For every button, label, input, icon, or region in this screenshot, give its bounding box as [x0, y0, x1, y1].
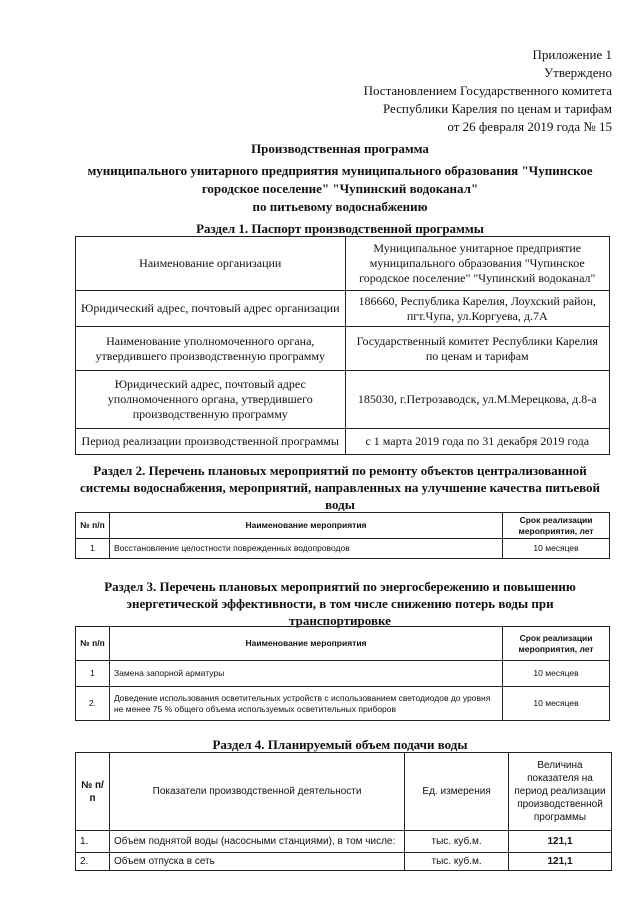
indicator-name: Объем поднятой воды (насосными станциями), в том числе: [109, 831, 404, 853]
measure-term: 10 месяцев [503, 687, 610, 721]
passport-label: Юридический адрес, почтовый адрес организации [76, 291, 346, 327]
passport-label: Наименование организации [76, 237, 346, 291]
subject-line: по питьевому водоснабжению [252, 199, 428, 214]
table-row [76, 853, 612, 871]
column-header-number: № п/п [76, 627, 110, 661]
document-title: Производственная программа [251, 141, 429, 156]
passport-value: Муниципальное унитарное предприятие муниципального образования "Чупинское городское поселение" "Чупинский водоканал" [345, 237, 610, 291]
indicator-value: 121,1 [509, 853, 612, 871]
measure-term: 10 месяцев [503, 539, 610, 559]
passport-row [76, 429, 610, 455]
approval-line-3: Постановлением Государственного комитета [363, 83, 612, 98]
passport-value: 186660, Республика Карелия, Лоухский район, пгт.Чупа, ул.Коргуева, д.7А [345, 291, 610, 327]
indicator-unit: тыс. куб.м. [405, 831, 509, 853]
passport-label: Период реализации производственной программы [76, 429, 346, 455]
table-row [76, 539, 610, 559]
section4-heading: Раздел 4. Планируемый объем подачи воды [212, 737, 468, 752]
table-header-row [76, 753, 612, 831]
section3-heading-line-2: энергетической эффективности, в том числе снижению потерь воды при [126, 596, 554, 611]
section2-heading-line-2: системы водоснабжения, мероприятий, направленных на улучшение качества питьевой [79, 480, 601, 495]
section4-table [75, 752, 612, 871]
appendix-label: Приложение 1 [532, 47, 612, 62]
measure-name: Восстановление целостности поврежденных водопроводов [109, 539, 502, 559]
passport-table [75, 236, 610, 455]
section3-heading-line-1: Раздел 3. Перечень плановых мероприятий по энергосбережению и повышению [104, 579, 576, 594]
measure-term: 10 месяцев [503, 661, 610, 687]
passport-row [76, 291, 610, 327]
section3-heading-line-3: транспортировке [289, 613, 391, 628]
approved-label: Утверждено [543, 65, 612, 80]
row-number: 1. [76, 831, 110, 853]
column-header-term: Срок реализации мероприятия, лет [503, 627, 610, 661]
column-header-indicator: Показатели производственной деятельности [109, 753, 404, 831]
section2-heading-line-1: Раздел 2. Перечень плановых мероприятий по ремонту объектов централизованной [93, 463, 587, 478]
measure-name: Доведение использования осветительных устройств с использованием светодиодов до уровня не менее 75 % общего объема используемых осветительных приборов [109, 687, 502, 721]
table-row [76, 661, 610, 687]
approval-date: от 26 февраля 2019 года № 15 [447, 119, 612, 134]
indicator-unit: тыс. куб.м. [405, 853, 509, 871]
passport-row [76, 371, 610, 429]
row-number: 2. [76, 853, 110, 871]
organization-title [60, 162, 620, 216]
section2-heading [60, 462, 620, 513]
column-header-unit: Ед. измерения [405, 753, 509, 831]
section2-heading-line-3: воды [325, 497, 355, 512]
section1-heading: Раздел 1. Паспорт производственной программы [196, 221, 484, 236]
passport-value: Государственный комитет Республики Карелия по ценам и тарифам [345, 327, 610, 371]
passport-label: Наименование уполномоченного органа, утвердившего производственную программу [76, 327, 346, 371]
column-header-value: Величина показателя на период реализации производственной программы [509, 753, 612, 831]
row-number: 2. [76, 687, 110, 721]
column-header-number: № п/п [76, 753, 110, 831]
table-header-row [76, 513, 610, 539]
approval-line-4: Республики Карелия по ценам и тарифам [382, 101, 612, 116]
section3-table [75, 626, 610, 721]
column-header-term: Срок реализации мероприятия, лет [503, 513, 610, 539]
organization-line-1: муниципального унитарного предприятия муниципального образования "Чупинское [87, 163, 593, 178]
indicator-name: Объем отпуска в сеть [109, 853, 404, 871]
row-number: 1 [76, 661, 110, 687]
passport-row [76, 237, 610, 291]
column-header-number: № п/п [76, 513, 110, 539]
column-header-measure: Наименование мероприятия [109, 627, 502, 661]
passport-value: 185030, г.Петрозаводск, ул.М.Мерецкова, д.8-а [345, 371, 610, 429]
passport-row [76, 327, 610, 371]
approval-block [364, 46, 612, 136]
measure-name: Замена запорной арматуры [109, 661, 502, 687]
section2-table [75, 512, 610, 559]
organization-line-2: городское поселение" "Чупинский водоканал" [201, 181, 479, 196]
table-row [76, 687, 610, 721]
table-row [76, 831, 612, 853]
row-number: 1 [76, 539, 110, 559]
section3-heading [60, 578, 620, 629]
passport-value: с 1 марта 2019 года по 31 декабря 2019 года [345, 429, 610, 455]
column-header-measure: Наименование мероприятия [109, 513, 502, 539]
indicator-value: 121,1 [509, 831, 612, 853]
passport-label: Юридический адрес, почтовый адрес уполномоченного органа, утвердившего производственную программу [76, 371, 346, 429]
table-header-row [76, 627, 610, 661]
